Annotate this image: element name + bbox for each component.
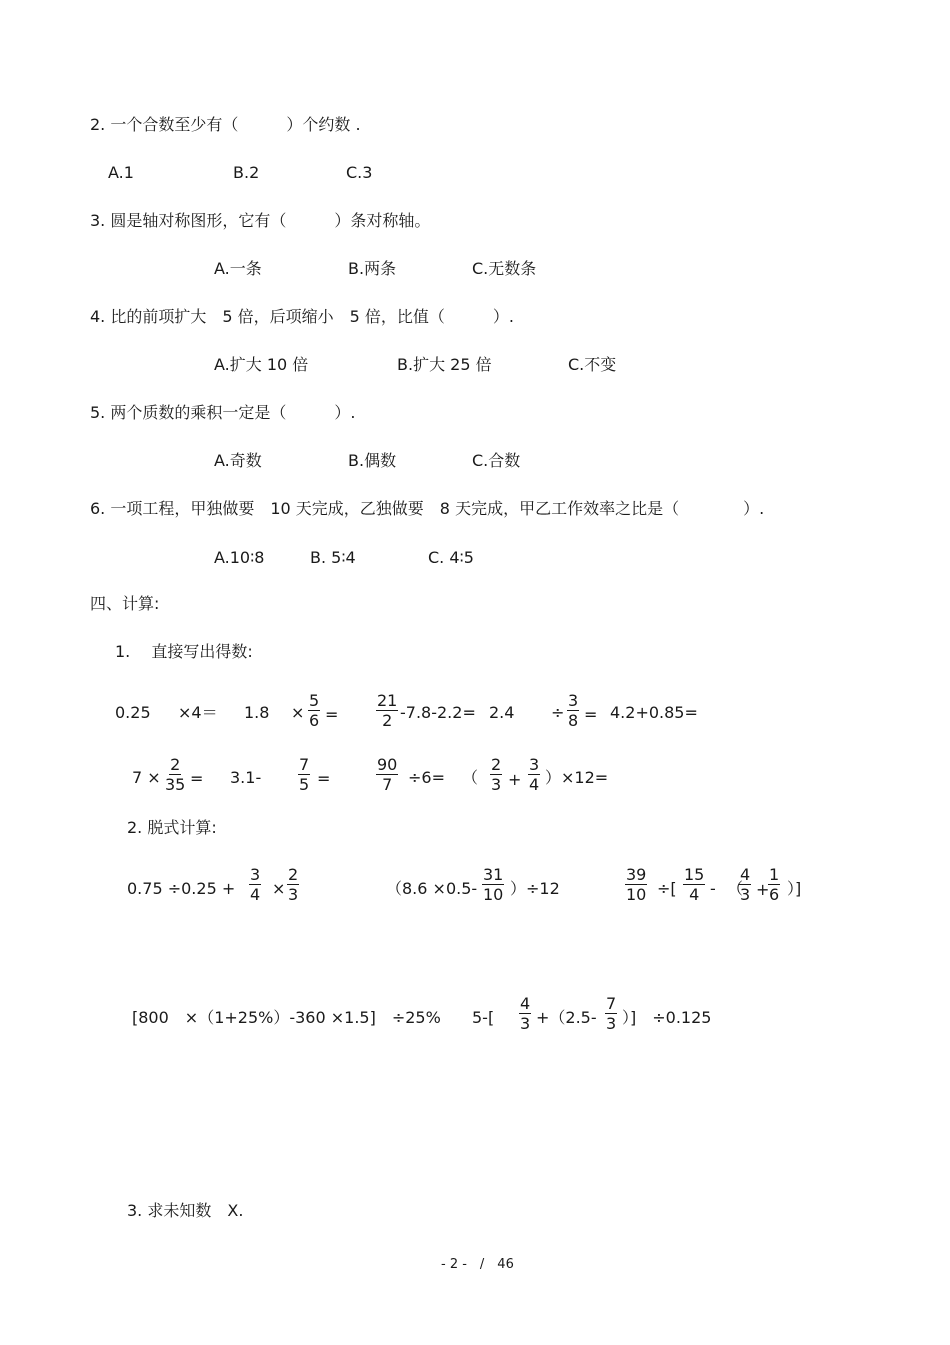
q5-option-a: A.奇数 [214,451,262,470]
expr-text: ÷ [551,703,565,722]
q2-option-b: B.2 [233,163,260,182]
numerator: 3 [568,691,579,710]
expr-text: ÷6= [408,768,445,787]
q2-option-a: A.1 [108,163,134,182]
numerator: 7 [299,755,310,774]
fraction [298,755,310,794]
denominator: 3 [288,885,299,904]
denominator: 35 [165,775,186,794]
expr-text: = [325,705,339,724]
q5-option-c: C.合数 [472,451,521,470]
expr-text: 0.25 [115,703,151,722]
q5-option-b: B.偶数 [348,451,397,470]
expr-text: ）÷12 [510,879,560,898]
denominator: 6 [309,711,320,730]
fraction [287,865,299,904]
expr-text: （8.6 ×0.5- [386,879,478,898]
denominator: 6 [769,885,780,904]
numerator: 5 [309,691,320,710]
fraction [768,865,780,904]
fraction [376,755,398,794]
fraction [490,755,502,794]
q6-stem: 6. 一项工程，甲独做要 10 天完成，乙独做要 8 天完成，甲乙工作效率之比是（ ）. [90,499,765,518]
q2-stem: 2. 一个合数至少有（ ）个约数 . [90,115,361,134]
expr-text: + [756,880,770,899]
expr-text: ）×12= [545,768,609,787]
denominator: 7 [382,775,393,794]
denominator: 3 [520,1014,531,1033]
part2-label: 2. 脱式计算: [127,818,217,837]
page-number: - 2 - / 46 [441,1257,514,1272]
fraction [482,865,504,904]
denominator: 8 [568,711,579,730]
q3-option-b: B.两条 [348,259,397,278]
expr-text: 1.8 [244,703,270,722]
numerator: 2 [170,755,181,774]
fraction [605,994,617,1033]
expr-text: = [584,705,598,724]
part1-label: 1. 直接写出得数: [115,642,253,661]
q6-option-a: A.10∶8 [214,548,265,567]
denominator: 10 [483,885,504,904]
numerator: 7 [606,994,617,1013]
fraction [528,755,540,794]
expr-text: 3.1- [230,768,262,787]
q2-option-c: C.3 [346,163,373,182]
q6-option-b: B. 5∶4 [310,548,356,567]
expr-text: ）] [787,879,802,898]
fraction [683,865,705,904]
expr-text: 5-[ [472,1008,495,1027]
expr-text: +（2.5- [536,1008,597,1027]
numerator: 4 [740,865,751,884]
fraction [249,865,261,904]
numerator: 1 [769,865,780,884]
expr-text: 0.75 ÷0.25 + [127,879,236,898]
expr-text: ÷[ [657,879,677,898]
denominator: 5 [299,775,310,794]
expr-text: （ [462,768,479,787]
expr-text: = [190,769,204,788]
fraction [519,994,531,1033]
denominator: 10 [626,885,647,904]
fraction [625,865,647,904]
denominator: 2 [382,711,393,730]
q3-stem: 3. 圆是轴对称图形，它有（ ）条对称轴。 [90,211,431,230]
fraction [164,755,186,794]
numerator: 15 [684,865,705,884]
numerator: 31 [483,865,504,884]
denominator: 4 [250,885,261,904]
q3-option-a: A.一条 [214,259,262,278]
q3-option-c: C.无数条 [472,259,537,278]
numerator: 21 [377,691,398,710]
fraction [739,865,751,904]
denominator: 3 [740,885,751,904]
numerator: 3 [529,755,540,774]
expr-text: 7 × [132,768,161,787]
expr-text: = [317,769,331,788]
expr-text: （ [727,879,744,898]
part3-label: 3. 求未知数 X. [127,1201,244,1220]
q4-option-a: A.扩大 10 倍 [214,355,309,374]
fraction [308,691,320,730]
denominator: 4 [529,775,540,794]
expr-text: × [272,879,286,898]
expr-text: + [508,770,522,789]
fraction [376,691,398,730]
expr-text: ×4＝ [178,703,218,722]
expr-text: ）] ÷0.125 [622,1008,712,1027]
expr-text: 2.4 [489,703,515,722]
denominator: 3 [491,775,502,794]
q6-option-c: C. 4∶5 [428,548,474,567]
denominator: 3 [606,1014,617,1033]
numerator: 2 [491,755,502,774]
section-heading: 四、计算: [90,594,160,613]
expr-text: - [710,879,716,898]
fraction [567,691,579,730]
numerator: 2 [288,865,299,884]
expr-text: [800 ×（1+25%）-360 ×1.5] ÷25% [132,1008,441,1027]
expr-text: 4.2+0.85= [610,703,698,722]
numerator: 90 [377,755,398,774]
denominator: 4 [689,885,700,904]
q4-option-b: B.扩大 25 倍 [397,355,492,374]
numerator: 4 [520,994,531,1013]
expr-text: × [291,703,305,722]
numerator: 39 [626,865,647,884]
q4-option-c: C.不变 [568,355,617,374]
q5-stem: 5. 两个质数的乘积一定是（ ）. [90,403,356,422]
q4-stem: 4. 比的前项扩大 5 倍，后项缩小 5 倍，比值（ ）. [90,307,514,326]
numerator: 3 [250,865,261,884]
expr-text: -7.8-2.2= [400,703,476,722]
